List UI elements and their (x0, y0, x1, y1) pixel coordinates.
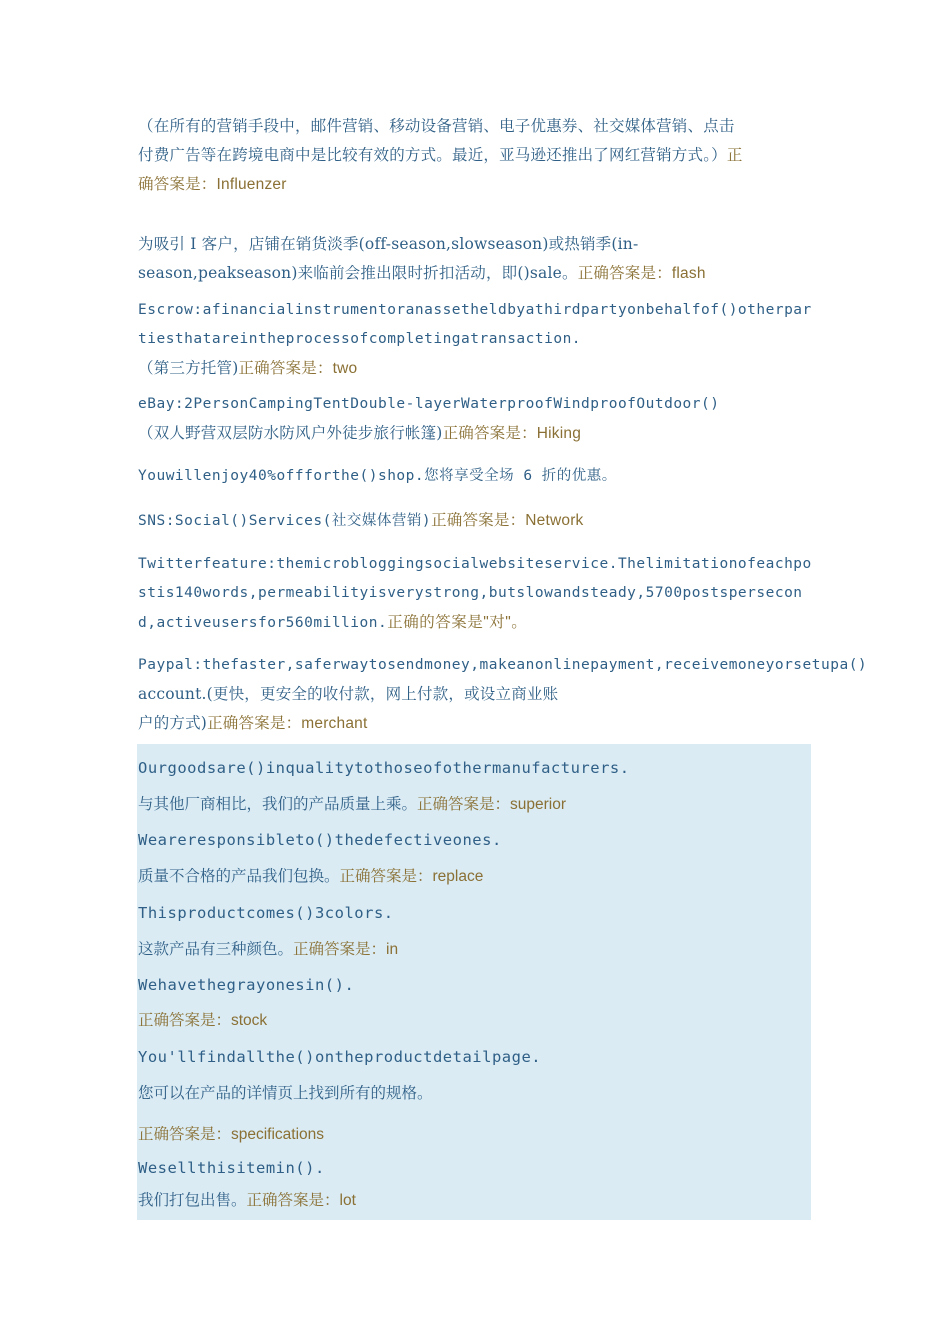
text-line: season,peakseason)来临前会推出限时折扣活动，即()sale。正确答案是：flash (138, 264, 706, 282)
paragraph-ebay-tent (138, 390, 812, 448)
text-line: 您可以在产品的详情页上找到所有的规格。 (138, 1084, 433, 1102)
text-line: Weareresponsibleto()thedefectiveones. (138, 831, 502, 849)
text-line: （在所有的营销手段中，邮件营销、移动设备营销、电子优惠券、社交媒体营销、点击 (138, 117, 735, 135)
text-line: account.(更快，更安全的收付款，网上付款，或设立商业账 (138, 685, 559, 703)
paragraph-paypal (138, 651, 868, 738)
answer-text: 正确答案是：two (238, 360, 358, 377)
text-line: （双人野营双层防水防风户外徒步旅行帐篷)正确答案是：Hiking (138, 424, 582, 442)
text-line: Wehavethegrayonesin(). (138, 976, 355, 994)
text-line: 与其他厂商相比，我们的产品质量上乘。正确答案是：superior (138, 795, 567, 813)
answer-text: 正确答案是：Hiking (442, 425, 582, 442)
paragraph-discount (138, 462, 812, 491)
text-line: eBay:2PersonCampingTentDouble-layerWaterproofWindproofOutdoor() (138, 396, 720, 412)
paragraph-sns (138, 506, 812, 536)
text-line: You'llfindallthe()ontheproductdetailpage. (138, 1048, 542, 1066)
text-line: Wesellthisitemin(). (138, 1159, 325, 1177)
text-line: 付费广告等在跨境电商中是比较有效的方式。最近，亚马逊还推出了网红营销方式。）正 (138, 146, 743, 164)
text-line: Escrow:afinancialinstrumentoranassetheldbyathirdpartyonbehalfof()otherpartiesthatareintheprocessofcompletingatransaction. (138, 302, 812, 347)
text-line: 质量不合格的产品我们包换。正确答案是：replace (138, 867, 484, 885)
text-line: Youwillenjoy40%offforthe()shop.您将享受全场 6 折的优惠。 (138, 468, 617, 484)
answer-text: 正确的答案是"对"。 (387, 614, 528, 631)
text-line: Ourgoodsare()inqualitytothoseofothermanufacturers. (138, 759, 630, 777)
answer-text: 正确答案是：flash (577, 265, 706, 282)
answer-text: 正确答案是：specifications (138, 1126, 325, 1143)
text-line: Thisproductcomes()3colors. (138, 904, 394, 922)
paragraph-twitter (138, 550, 812, 638)
answer-text: 确答案是：Influenzer (138, 176, 287, 193)
answer-text: 正确答案是：Network (431, 512, 584, 529)
text-line: Twitterfeature:themicrobloggingsocialwebsiteservice.Thelimitationofeachpostis140words,permeabilityisverystrong,butslowandsteady,5700postspersecond,activeusersfor560million.正确的答案是"对"。 (138, 556, 812, 631)
answer-text: 正确答案是：stock (138, 1012, 268, 1029)
text-line: 为吸引 I 客户，店铺在销货淡季(off-season,slowseason)或热销季(in- (138, 235, 639, 253)
answer-text: 正确答案是：merchant (207, 715, 368, 732)
text-line: 这款产品有三种颜色。正确答案是：in (138, 940, 399, 958)
answer-text: 正确答案是：lot (246, 1192, 356, 1209)
text-line: 我们打包出售。正确答案是：lot (138, 1191, 356, 1209)
paragraph-marketing-methods (138, 112, 812, 199)
paragraph-flash-sale (138, 230, 812, 288)
paragraph-escrow (138, 296, 812, 383)
text-line: Paypal:thefaster,saferwaytosendmoney,makeanonlinepayment,receivemoneyorsetupa() (138, 657, 868, 673)
answer-text: 正确答案是：superior (417, 796, 567, 813)
answer-text: 正确答案是：replace (339, 868, 484, 885)
answer-text: 正 (726, 147, 743, 164)
text-line: （第三方托管)正确答案是：two (138, 359, 358, 377)
answer-text: 正确答案是：in (293, 941, 399, 958)
text-line: SNS:Social()Services(社交媒体营销)正确答案是：Network (138, 512, 584, 529)
text-line: 户的方式)正确答案是：merchant (138, 714, 368, 732)
